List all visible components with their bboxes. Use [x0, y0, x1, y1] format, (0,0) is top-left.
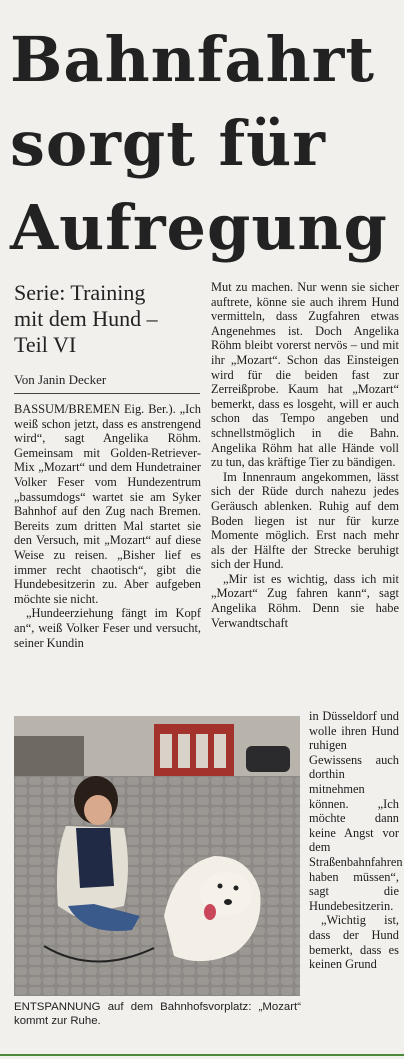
byline: Von Janin Decker	[14, 372, 107, 387]
article-photo	[14, 716, 300, 996]
subhead-line-3: Teil VI	[14, 332, 77, 357]
headline-line-2: sorgt für	[10, 107, 326, 180]
subhead-line-2: mit dem Hund –	[14, 306, 158, 331]
paragraph: „Hundeerziehung fängt im Kopf an“, weiß Volker Feser und versucht, seiner Kundin	[14, 606, 201, 650]
paragraph: Im Innenraum angekommen, lässt sich der Rüde durch nahezu jedes Geräusch ablenken. Ruhig auf dem Boden liegen ist nur für kurze Momente möglich. Erst nach mehr als der Hälfte der Strecke beruhigt sich der Hund.	[211, 469, 399, 572]
paragraph: „Wichtig ist, dass der Hund bemerkt, dass es keinen Grund	[309, 913, 399, 972]
headline-line-3: Aufregung	[10, 191, 388, 264]
headline-line-1: Bahnfahrt	[10, 23, 375, 96]
headline	[10, 18, 400, 270]
paragraph: BASSUM/BREMEN Eig. Ber.). „Ich weiß schon jetzt, dass es anstrengend wird“, sagt Angelika Röhm. Gemeinsam mit Golden-Retriever-Mix „Mozart“ und dem Hundetrainer Volker Feser vom Hundezentrum „bassumdogs“ wartet sie am Syker Bahnhof auf den Zug nach Bremen. Bereits zum dritten Mal startet sie den Versuch, mit „Mozart“ auf diese Weise zu reisen. „Bisher lief es immer recht chaotisch“, gibt die Hundebesitzerin zu. Aber aufgeben möchte sie nicht.	[14, 402, 201, 606]
article-column-left	[14, 402, 201, 650]
article-column-right	[211, 280, 399, 630]
article-column-narrow	[309, 709, 403, 972]
subhead-line-1: Serie: Training	[14, 280, 146, 305]
bottom-divider	[0, 1054, 404, 1056]
photo-woman-with-dog	[14, 716, 300, 996]
byline-divider	[14, 393, 200, 394]
photo-caption: ENTSPANNUNG auf dem Bahnhofsvorplatz: „Mozart“ kommt zur Ruhe.	[14, 1001, 301, 1027]
subheadline	[14, 280, 200, 358]
paragraph: in Düsseldorf und wolle ihren Hund ruhigen Gewissens auch dorthin mitnehmen können. „Ich möchte dann keine Angst vor dem Straßenbahnfahren haben müssen“, sagt die Hundebesitzerin.	[309, 709, 403, 913]
paragraph: „Mir ist es wichtig, dass ich mit „Mozart“ Zug fahren kann“, sagt Angelika Röhm. Denn sie habe Verwandtschaft	[211, 571, 399, 630]
paragraph: Mut zu machen. Nur wenn sie sicher auftrete, könne sie auch ihrem Hund vermitteln, dass Zugfahren etwas Angenehmes ist. Doch Angelika Röhm bleibt vorerst nervös – und mit ihr „Mozart“. Schon das Einsteigen wird für die beiden fast zur Zerreißprobe. Kaum hat „Mozart“ bemerkt, dass es losgeht, will er auch schon das Tempo angeben und schnellstmöglich in die Bahn. Angelika Röhm hat alle Hände voll zu tun, das kräftige Tier zu bändigen.	[211, 280, 399, 470]
